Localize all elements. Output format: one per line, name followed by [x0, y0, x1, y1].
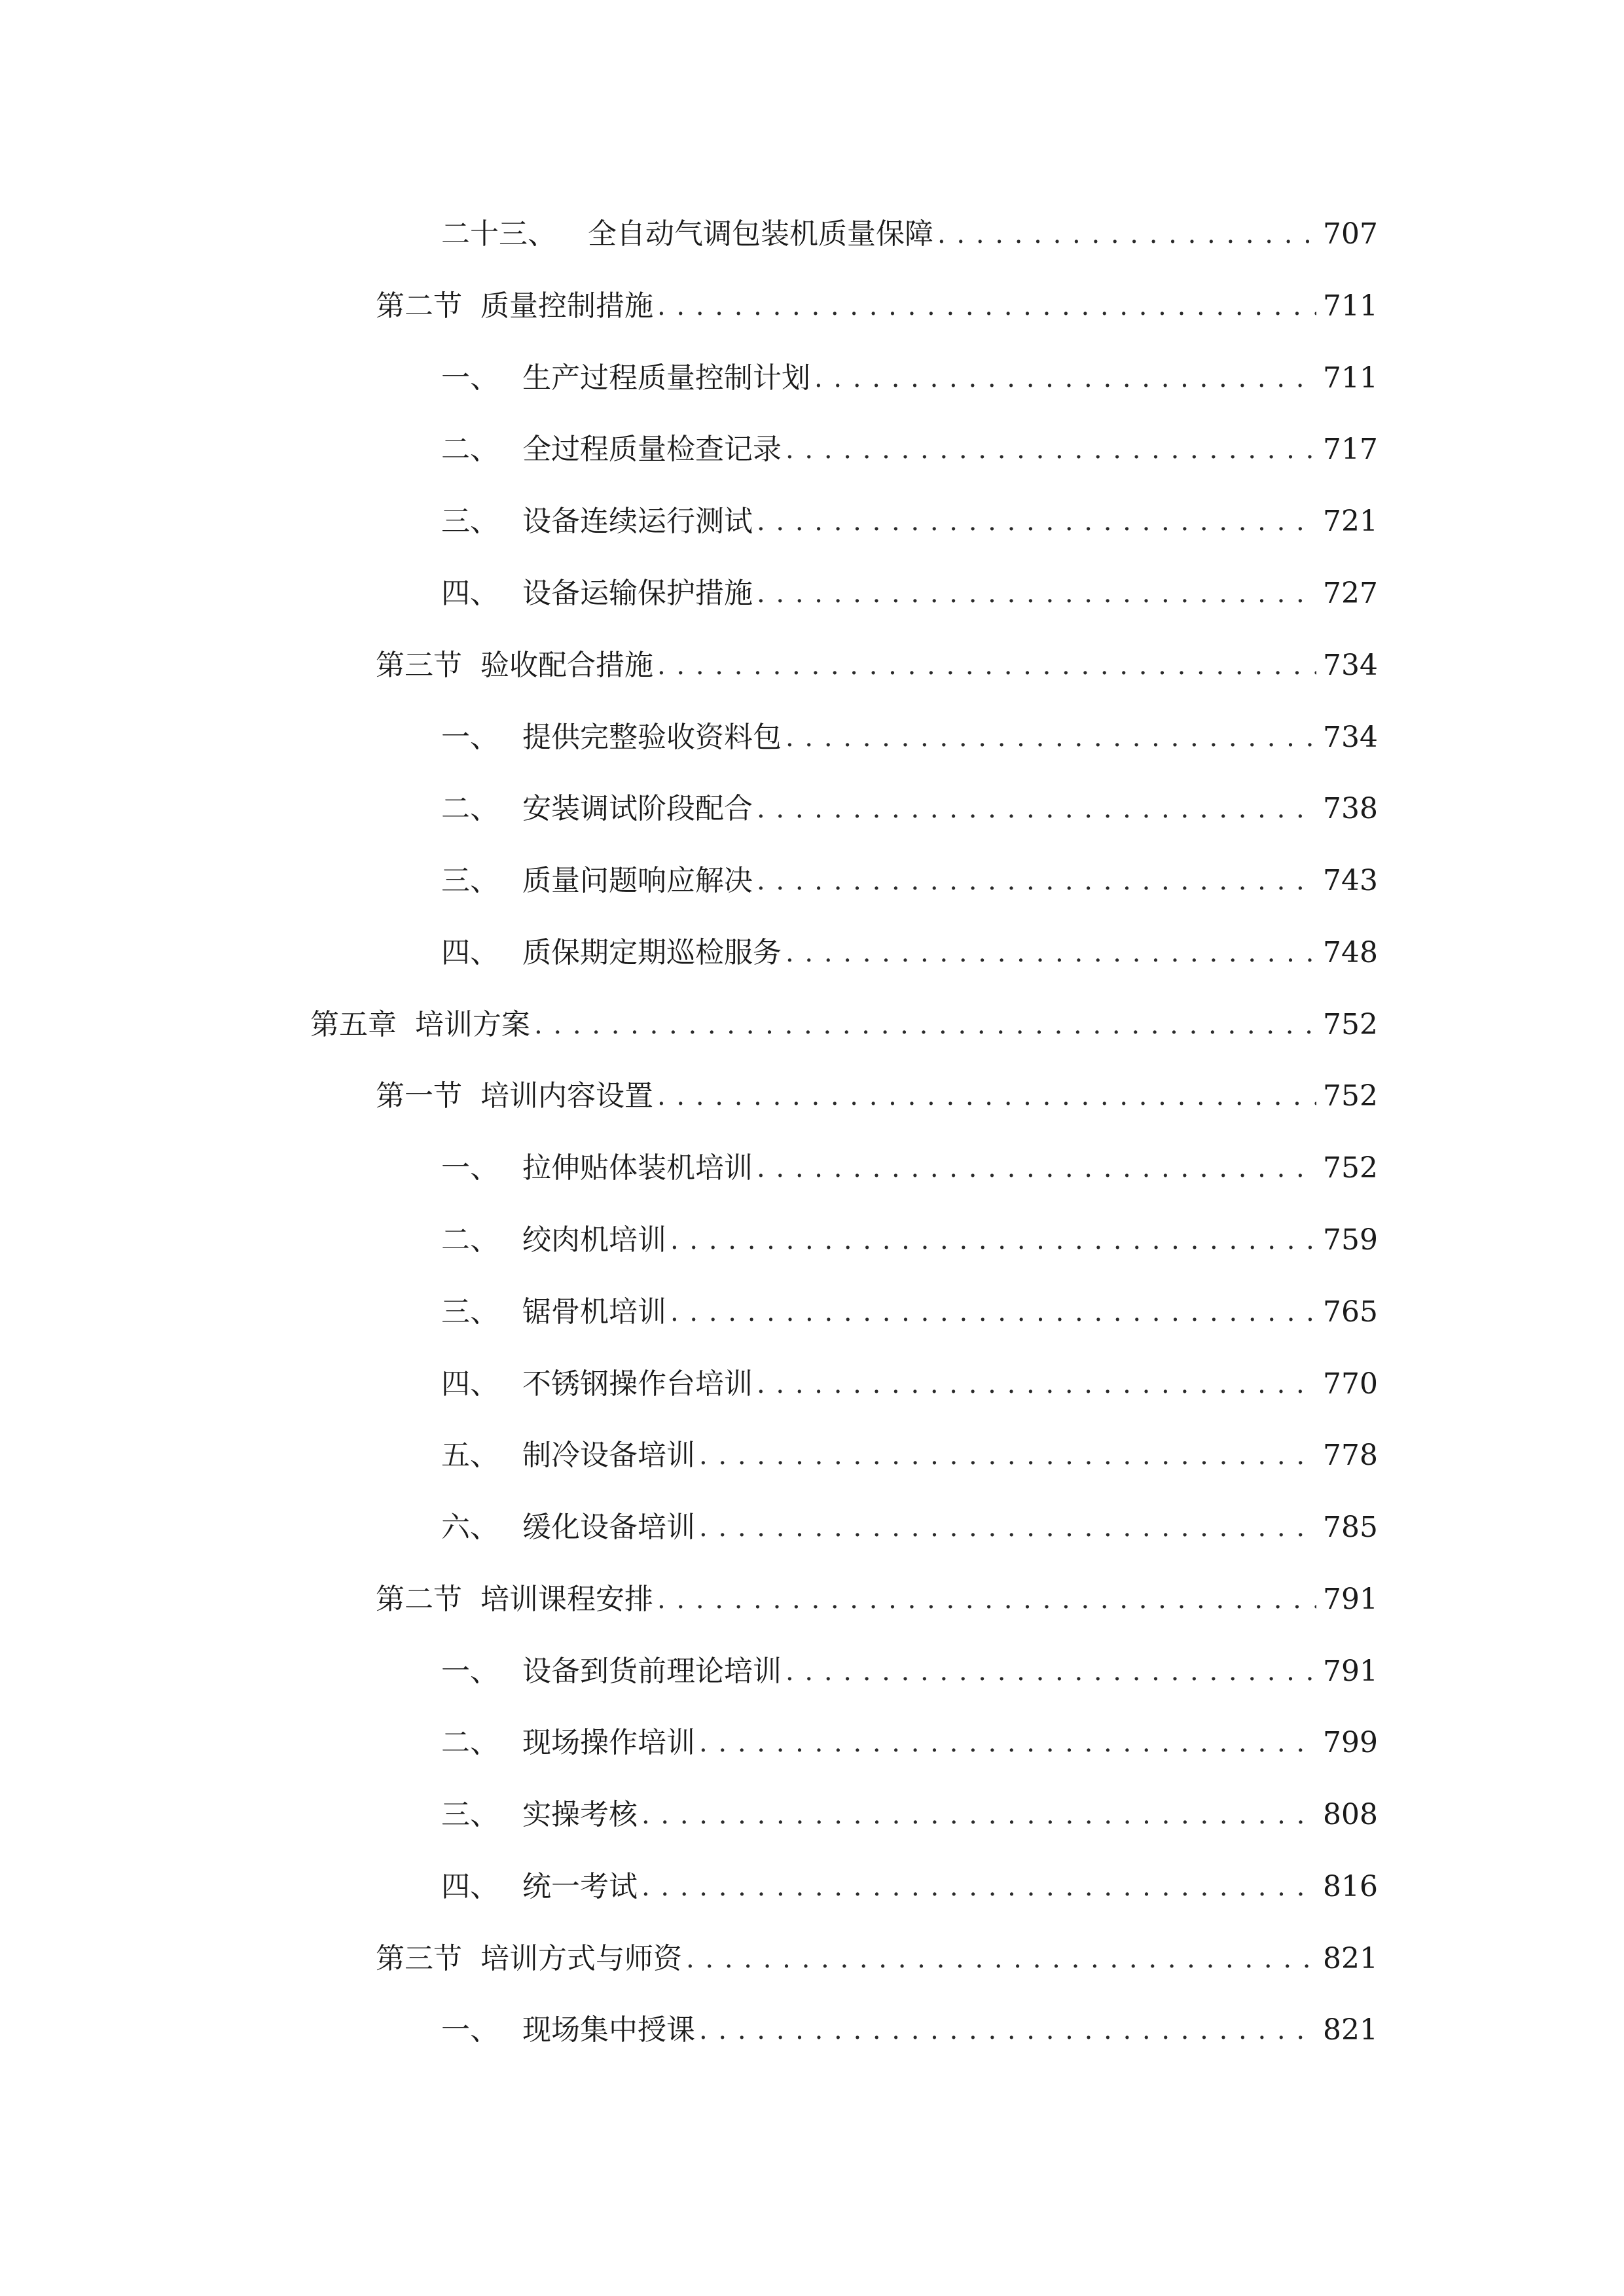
toc-entry-page: 799 — [1323, 1726, 1378, 1759]
toc-entry[interactable] — [376, 628, 1378, 680]
toc-entry-page: 791 — [1323, 1583, 1378, 1616]
dot-leader — [814, 365, 1316, 391]
toc-entry[interactable] — [376, 1562, 1378, 1614]
toc-entry-title: 全自动气调包装机质量保障 — [588, 217, 933, 251]
toc-entry-title: 现场操作培训 — [522, 1726, 695, 1759]
toc-entry-page: 717 — [1323, 433, 1378, 466]
dot-leader — [670, 1227, 1316, 1253]
toc-entry-title: 拉伸贴体装机培训 — [522, 1151, 753, 1185]
toc-entry-page: 759 — [1323, 1223, 1378, 1257]
toc-entry-title: 实操考核 — [522, 1798, 638, 1831]
toc-entry-title: 现场集中授课 — [522, 2013, 695, 2047]
toc-entry-number: 一、 — [441, 361, 499, 395]
toc-entry[interactable] — [441, 771, 1378, 823]
toc-entry-page: 707 — [1323, 217, 1378, 251]
dot-leader — [657, 1083, 1316, 1109]
dot-leader — [757, 509, 1316, 535]
toc-entry-number: 三、 — [441, 505, 499, 538]
dot-leader — [657, 653, 1316, 679]
dot-leader — [757, 796, 1316, 822]
toc-entry-number: 六、 — [441, 1511, 499, 1544]
dot-leader — [757, 1371, 1316, 1397]
dot-leader — [657, 293, 1316, 319]
toc-entry-page: 821 — [1323, 1942, 1378, 1975]
toc-entry-number: 二、 — [441, 433, 499, 466]
toc-entry[interactable] — [441, 1130, 1378, 1183]
toc-entry[interactable] — [441, 340, 1378, 393]
toc-entry[interactable] — [441, 1274, 1378, 1327]
toc-entry[interactable] — [441, 915, 1378, 967]
toc-entry-title: 培训方案 — [415, 1008, 530, 1041]
toc-entry-title: 安装调试阶段配合 — [522, 792, 753, 825]
toc-entry[interactable] — [441, 1777, 1378, 1829]
toc-entry[interactable] — [441, 1705, 1378, 1757]
toc-entry-title: 质保期定期巡检服务 — [522, 936, 782, 969]
toc-entry-title: 设备连续运行测试 — [522, 505, 753, 538]
dot-leader — [785, 437, 1316, 463]
toc-entry-number: 一、 — [441, 1151, 499, 1185]
toc-entry-number: 第三节 — [376, 1942, 462, 1975]
dot-leader — [534, 1012, 1316, 1038]
toc-entry-page: 765 — [1323, 1295, 1378, 1329]
toc-entry[interactable] — [376, 1058, 1378, 1111]
toc-entry[interactable] — [441, 1992, 1378, 2045]
toc-entry[interactable] — [441, 1634, 1378, 1686]
dot-leader — [785, 940, 1316, 966]
toc-entry[interactable] — [441, 1346, 1378, 1399]
toc-entry-number: 三、 — [441, 1295, 499, 1329]
toc-entry-title: 设备运输保护措施 — [522, 577, 753, 610]
toc-entry-page: 778 — [1323, 1439, 1378, 1472]
toc-entry-page: 770 — [1323, 1367, 1378, 1401]
toc-entry-title: 设备到货前理论培训 — [522, 1655, 782, 1688]
toc-entry-title: 培训课程安排 — [480, 1583, 653, 1616]
toc-entry-page: 821 — [1323, 2013, 1378, 2047]
toc-entry-title: 质量控制措施 — [480, 289, 653, 323]
toc-entry-number: 第五章 — [310, 1008, 397, 1041]
toc-entry-title: 缓化设备培训 — [522, 1511, 695, 1544]
toc-entry-number: 五、 — [441, 1439, 499, 1472]
toc-entry-title: 质量问题响应解决 — [522, 864, 753, 897]
dot-leader — [937, 221, 1316, 247]
toc-entry-number: 二十三、 — [441, 217, 556, 251]
toc-entry-number: 四、 — [441, 577, 499, 610]
toc-entry-title: 不锈钢操作台培训 — [522, 1367, 753, 1401]
toc-entry[interactable] — [441, 700, 1378, 752]
toc-entry-number: 第一节 — [376, 1079, 462, 1113]
toc-entry-number: 第二节 — [376, 1583, 462, 1616]
toc-entry-title: 全过程质量检查记录 — [522, 433, 782, 466]
toc-entry-title: 锯骨机培训 — [522, 1295, 666, 1329]
toc-entry-page: 816 — [1323, 1870, 1378, 1903]
toc-entry-page: 752 — [1323, 1151, 1378, 1185]
toc-entry-page: 808 — [1323, 1798, 1378, 1831]
toc-entry-title: 培训内容设置 — [480, 1079, 653, 1113]
toc-entry[interactable] — [441, 1418, 1378, 1470]
dot-leader — [785, 725, 1316, 751]
toc-entry-page: 743 — [1323, 864, 1378, 897]
toc-entry-page: 734 — [1323, 649, 1378, 682]
dot-leader — [785, 1659, 1316, 1685]
dot-leader — [686, 1946, 1316, 1972]
toc-entry-page: 711 — [1323, 289, 1378, 323]
dot-leader — [641, 1874, 1316, 1900]
toc-entry-number: 第三节 — [376, 649, 462, 682]
toc-entry-number: 二、 — [441, 792, 499, 825]
toc-entry[interactable] — [441, 484, 1378, 536]
toc-entry-title: 培训方式与师资 — [480, 1942, 682, 1975]
toc-entry-page: 711 — [1323, 361, 1378, 395]
toc-entry[interactable] — [441, 412, 1378, 464]
toc-entry[interactable] — [441, 1490, 1378, 1542]
dot-leader — [657, 1587, 1316, 1613]
toc-entry-title: 绞肉机培训 — [522, 1223, 666, 1257]
toc-entry-title: 提供完整验收资料包 — [522, 721, 782, 754]
toc-entry[interactable] — [376, 1921, 1378, 1973]
toc-entry-number: 四、 — [441, 1870, 499, 1903]
dot-leader — [670, 1299, 1316, 1325]
dot-leader — [699, 1443, 1316, 1469]
toc-entry-page: 752 — [1323, 1079, 1378, 1113]
toc-entry-number: 一、 — [441, 2013, 499, 2047]
toc-entry-number: 二、 — [441, 1223, 499, 1257]
toc-entry-page: 785 — [1323, 1511, 1378, 1544]
dot-leader — [699, 1730, 1316, 1756]
toc-entry-number: 一、 — [441, 721, 499, 754]
toc-entry[interactable] — [441, 1202, 1378, 1255]
toc-entry-page: 791 — [1323, 1655, 1378, 1688]
toc-entry-page: 721 — [1323, 505, 1378, 538]
toc-entry-number: 第二节 — [376, 289, 462, 323]
toc-entry-number: 四、 — [441, 1367, 499, 1401]
dot-leader — [641, 1802, 1316, 1828]
toc-entry[interactable] — [441, 196, 1378, 249]
dot-leader — [757, 1155, 1316, 1181]
toc-entry-page: 748 — [1323, 936, 1378, 969]
toc-entry-number: 四、 — [441, 936, 499, 969]
toc-entry-title: 统一考试 — [522, 1870, 638, 1903]
toc-entry-number: 三、 — [441, 1798, 499, 1831]
toc-entry[interactable] — [441, 556, 1378, 608]
toc-entry[interactable] — [441, 843, 1378, 895]
toc-entry[interactable] — [310, 987, 1378, 1039]
toc-entry[interactable] — [441, 1849, 1378, 1901]
dot-leader — [699, 2017, 1316, 2043]
toc-entry-title: 生产过程质量控制计划 — [522, 361, 810, 395]
toc-entry-number: 三、 — [441, 864, 499, 897]
dot-leader — [757, 581, 1316, 607]
dot-leader — [757, 868, 1316, 894]
toc-entry-page: 752 — [1323, 1008, 1378, 1041]
toc-entry-number: 二、 — [441, 1726, 499, 1759]
toc-entry-page: 738 — [1323, 792, 1378, 825]
toc-entry-page: 727 — [1323, 577, 1378, 610]
toc-entry-number: 一、 — [441, 1655, 499, 1688]
toc-entry-title: 验收配合措施 — [480, 649, 653, 682]
dot-leader — [699, 1515, 1316, 1541]
toc-entry[interactable] — [376, 268, 1378, 321]
toc-entry-page: 734 — [1323, 721, 1378, 754]
toc-entry-title: 制冷设备培训 — [522, 1439, 695, 1472]
